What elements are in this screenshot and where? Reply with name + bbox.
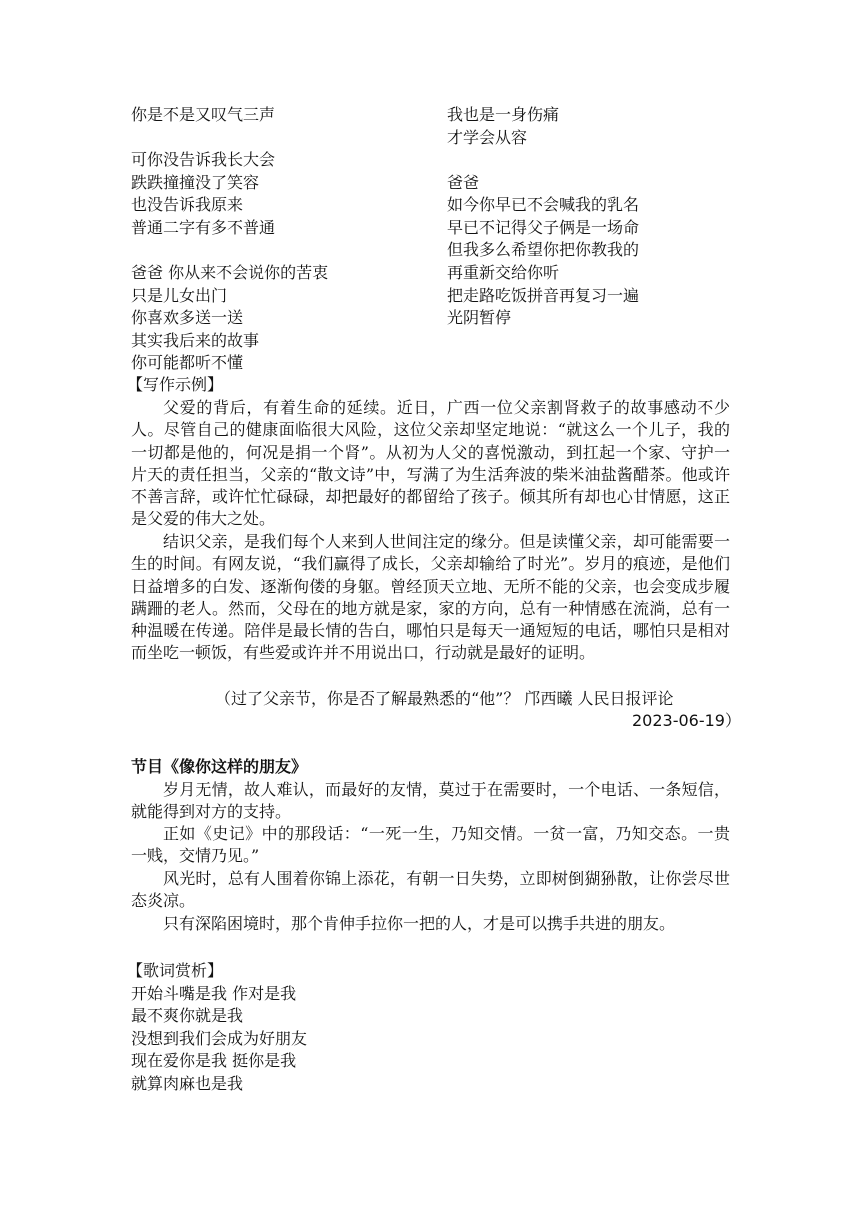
poem-line: 爸爸	[447, 173, 480, 192]
poem-line: 但我多么希望你把你教我的	[447, 240, 640, 259]
lyrics-line: 现在爱你是我 挺你是我	[131, 1051, 297, 1070]
writing-example-paragraph-2: 结识父亲，是我们每个人来到人世间注定的缘分。但是读懂父亲，却可能需要一生的时间。有网友说，“我们赢得了成长，父亲却输给了时光”。岁月的痕迹，是他们日益增多的白发、逐渐佝偻的身躯。曾经顶天立地、无所不能的父亲，也会变成步履蹒跚的老人。然而，父母在的地方就是家，家的方向，总有一种情感在流淌，总有一种温暖在传递。陪伴是最长情的告白，哪怕只是每天一通短短的电话，哪怕只是相对而坐吃一顿饭，有些爱或许并不用说出口，行动就是最好的证明。	[131, 532, 730, 663]
poem-line: 可你没告诉我长大会	[131, 150, 276, 169]
program-paragraph-4: 只有深陷困境时，那个肯伸手拉你一把的人，才是可以携手共进的朋友。	[163, 914, 676, 933]
lyrics-line: 开始斗嘴是我 作对是我	[131, 984, 297, 1003]
poem-line: 才学会从容	[447, 128, 528, 147]
writing-example-paragraph-1: 父爱的背后，有着生命的延续。近日，广西一位父亲割肾救子的故事感动不少人。尽管自己的健康面临很大风险，这位父亲却坚定地说：“就这么一个儿子，我的一切都是他的，何况是捐一个肾”。从初为人父的喜悦激动，到扛起一个家、守护一片天的责任担当，父亲的“散文诗”中，写满了为生活奔波的柴米油盐酱醋茶。他或许不善言辞，或许忙忙碌碌，却把最好的都留给了孩子。倾其所有却也心甘情愿，这正是父爱的伟大之处。	[131, 398, 730, 529]
poem-line: 爸爸 你从来不会说你的苦衷	[131, 263, 329, 282]
poem-line: 光阴暂停	[447, 308, 512, 327]
poem-line: 你喜欢多送一送	[131, 308, 244, 327]
program-paragraph-2: 正如《史记》中的那段话：“一死一生，乃知交情。一贫一富，乃知交态。一贵一贱，交情乃见。”	[131, 824, 730, 866]
program-paragraph-1: 岁月无情，故人难认，而最好的友情，莫过于在需要时，一个电话、一条短信，就能得到对方的支持。	[131, 780, 730, 822]
poem-line: 我也是一身伤痛	[447, 105, 560, 124]
poem-line: 也没告诉我原来	[131, 195, 244, 214]
program-heading: 节目《像你这样的朋友》	[131, 757, 308, 776]
program-paragraph-3: 风光时，总有人围着你锦上添花，有朝一日失势，立即树倒猢狲散，让你尝尽世态炎凉。	[131, 869, 730, 911]
lyrics-line: 就算肉麻也是我	[131, 1074, 244, 1093]
poem-line: 再重新交给你听	[447, 263, 560, 282]
writing-example-heading: 【写作示例】	[127, 375, 224, 394]
poem-line: 早已不记得父子俩是一场命	[447, 218, 640, 237]
poem-line: 普通二字有多不普通	[131, 218, 276, 237]
source-date: 2023-06-19）	[632, 711, 741, 730]
poem-line: 你是不是又叹气三声	[131, 105, 276, 124]
poem-line: 只是儿女出门	[131, 286, 228, 305]
poem-line: 把走路吃饭拼音再复习一遍	[447, 286, 640, 305]
source-citation: （过了父亲节，你是否了解最熟悉的“他”？ 邝西曦 人民日报评论	[215, 689, 674, 708]
lyrics-line: 没想到我们会成为好朋友	[131, 1029, 308, 1048]
lyrics-line: 最不爽你就是我	[131, 1006, 244, 1025]
poem-line: 其实我后来的故事	[131, 331, 260, 350]
poem-line: 如今你早已不会喊我的乳名	[447, 195, 640, 214]
poem-line: 你可能都听不懂	[131, 353, 244, 372]
poem-line: 跌跌撞撞没了笑容	[131, 173, 260, 192]
lyrics-heading: 【歌词赏析】	[127, 961, 224, 980]
